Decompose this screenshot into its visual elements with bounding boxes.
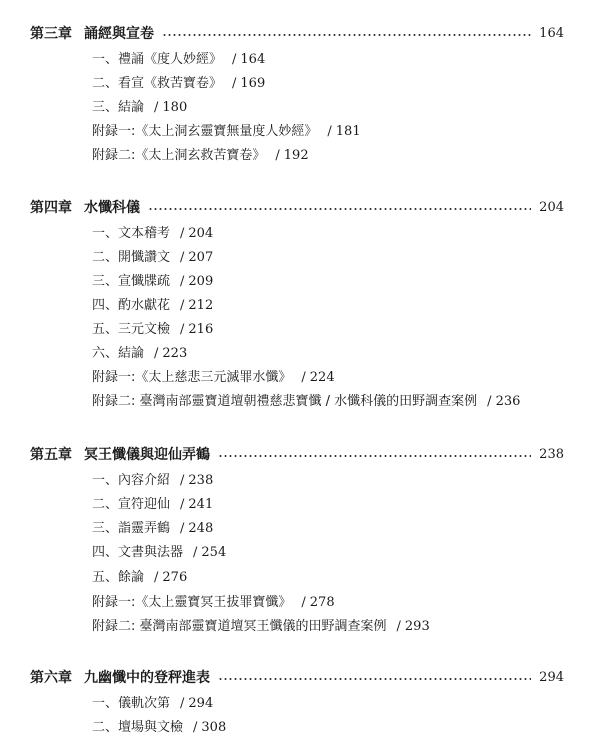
chapter-title: 誦經與宣卷: [84, 26, 154, 42]
chapter-page: 164: [539, 25, 564, 41]
section-entry[interactable]: 附録二:《太上洞玄救苦寶卷》 / 192: [92, 148, 309, 163]
chapter-page: 238: [539, 446, 564, 462]
chapter-page: 204: [539, 199, 564, 215]
section-title: 四、酌水獻花: [92, 298, 171, 313]
section-entry[interactable]: 一、內容介紹 / 238: [92, 473, 214, 488]
section-page: 204: [188, 226, 214, 241]
chapter-page: 294: [539, 669, 564, 685]
section-title: 三、宣懺牒疏: [92, 274, 171, 289]
section-entry[interactable]: 附録一:《太上靈寶冥王拔罪寶懺》 / 278: [92, 595, 335, 610]
section-title: 附録一:《太上靈寶冥王拔罪寶懺》: [92, 595, 292, 610]
chapter-number: 第三章: [30, 26, 72, 42]
section-title: 一、文本稽考: [92, 226, 171, 241]
section-entry[interactable]: 四、文書與法器 / 254: [92, 545, 227, 560]
section-entry[interactable]: 附録二: 臺灣南部靈寶道壇冥王懺儀的田野調查案例 / 293: [92, 619, 430, 634]
section-page: 254: [201, 545, 227, 560]
section-page: 216: [188, 322, 214, 337]
section-entry[interactable]: 二、宣符迎仙 / 241: [92, 497, 214, 512]
section-entry[interactable]: 二、壇場與文檢 / 308: [92, 720, 227, 735]
section-title: 附録一:《太上洞玄靈寶無量度人妙經》: [92, 124, 318, 139]
section-page: 278: [309, 595, 335, 610]
section-title: 二、看宣《救苦寶卷》: [92, 76, 223, 91]
section-entry[interactable]: 四、酌水獻花 / 212: [92, 298, 214, 313]
section-page: 308: [201, 720, 227, 735]
chapter-heading[interactable]: [30, 666, 564, 688]
section-title: 三、結論: [92, 100, 145, 115]
section-page: 248: [188, 521, 214, 536]
section-page: 164: [240, 52, 266, 67]
section-title: 二、壇場與文檢: [92, 720, 184, 735]
section-page: 207: [188, 250, 214, 265]
section-entry[interactable]: 一、文本稽考 / 204: [92, 226, 214, 241]
chapter-heading[interactable]: [30, 22, 564, 44]
section-entry[interactable]: 三、結論 / 180: [92, 100, 188, 115]
section-title: 附録二: 臺灣南部靈寶道壇朝禮慈悲寶懺 / 水懺科儀的田野調查案例: [92, 394, 478, 409]
section-title: 六、結論: [92, 346, 145, 361]
dot-leader: [148, 208, 531, 210]
section-page: 238: [188, 473, 214, 488]
section-page: 224: [309, 370, 335, 385]
section-entry[interactable]: 五、三元文檢 / 216: [92, 322, 214, 337]
section-title: 三、詣靈弄鶴: [92, 521, 171, 536]
section-page: 223: [162, 346, 188, 361]
chapter-number: 第五章: [30, 447, 72, 463]
section-entry[interactable]: 二、看宣《救苦寶卷》 / 169: [92, 76, 266, 91]
section-page: 212: [188, 298, 214, 313]
section-title: 附録一:《太上慈悲三元滅罪水懺》: [92, 370, 292, 385]
chapter-title: 水懺科儀: [84, 200, 140, 216]
dot-leader: [218, 455, 531, 457]
section-page: 169: [240, 76, 266, 91]
section-title: 五、三元文檢: [92, 322, 171, 337]
chapter-heading[interactable]: [30, 196, 564, 218]
section-title: 一、內容介紹: [92, 473, 171, 488]
section-title: 五、餘論: [92, 570, 145, 585]
chapter-number: 第六章: [30, 670, 72, 686]
section-entry[interactable]: 二、開懺讚文 / 207: [92, 250, 214, 265]
section-page: 293: [404, 619, 430, 634]
dot-leader: [162, 34, 531, 36]
section-entry[interactable]: 附録二: 臺灣南部靈寶道壇朝禮慈悲寶懺 / 水懺科儀的田野調查案例 / 236: [92, 394, 521, 409]
section-page: 294: [188, 696, 214, 711]
section-title: 一、禮誦《度人妙經》: [92, 52, 223, 67]
section-title: 二、開懺讚文: [92, 250, 171, 265]
section-entry[interactable]: 六、結論 / 223: [92, 346, 188, 361]
section-page: 241: [188, 497, 214, 512]
section-page: 181: [335, 124, 361, 139]
section-title: 附録二: 臺灣南部靈寶道壇冥王懺儀的田野調查案例: [92, 619, 387, 634]
section-entry[interactable]: 三、宣懺牒疏 / 209: [92, 274, 214, 289]
section-entry[interactable]: 一、禮誦《度人妙經》 / 164: [92, 52, 266, 67]
section-title: 二、宣符迎仙: [92, 497, 171, 512]
section-entry[interactable]: 五、餘論 / 276: [92, 570, 188, 585]
section-title: 四、文書與法器: [92, 545, 184, 560]
section-entry[interactable]: 附録一:《太上洞玄靈寶無量度人妙經》 / 181: [92, 124, 361, 139]
section-title: 附録二:《太上洞玄救苦寶卷》: [92, 148, 266, 163]
section-entry[interactable]: 一、儀軌次第 / 294: [92, 696, 214, 711]
chapter-heading[interactable]: [30, 443, 564, 465]
section-title: 一、儀軌次第: [92, 696, 171, 711]
section-page: 209: [188, 274, 214, 289]
section-page: 276: [162, 570, 188, 585]
section-page: 180: [162, 100, 188, 115]
dot-leader: [218, 678, 531, 680]
section-entry[interactable]: 附録一:《太上慈悲三元滅罪水懺》 / 224: [92, 370, 335, 385]
section-page: 236: [495, 394, 521, 409]
chapter-number: 第四章: [30, 200, 72, 216]
section-page: 192: [283, 148, 309, 163]
section-entry[interactable]: 三、詣靈弄鶴 / 248: [92, 521, 214, 536]
chapter-title: 冥王懺儀與迎仙弄鶴: [84, 447, 210, 463]
chapter-title: 九幽懺中的登秤進表: [84, 670, 210, 686]
